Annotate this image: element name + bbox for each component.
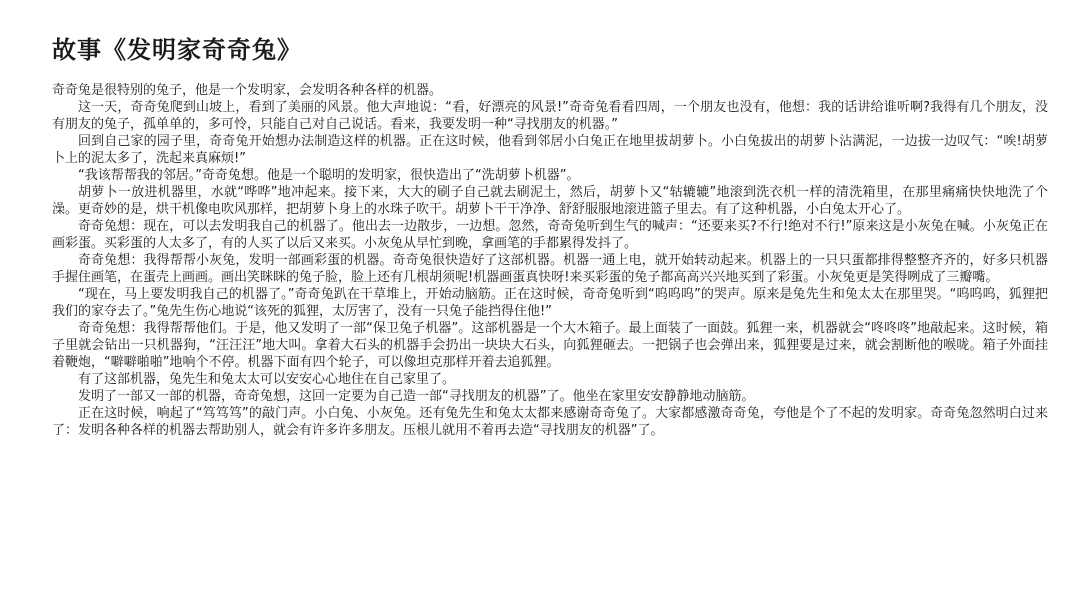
story-paragraph: 这一天，奇奇兔爬到山坡上，看到了美丽的风景。他大声地说：“看，好漂亮的风景!”奇奇兔看看四周，一个朋友也没有，他想：我的话讲给谁听啊?我得有几个朋友，没有朋友的兔子，孤单单的，多可怜，只能自己对自己说话。看来，我要发明一种“寻找朋友的机器。” xyxy=(52,100,1048,132)
story-paragraph: 有了这部机器，兔先生和兔太太可以安安心心地住在自己家里了。 xyxy=(78,372,456,387)
story-paragraph: “现在，马上要发明我自己的机器了。”奇奇兔趴在干草堆上，开始动脑筋。正在这时候，奇奇兔听到“呜呜呜”的哭声。原来是兔先生和兔太太在那里哭。“呜呜呜，狐狸把我们的家夺去了。”兔先生伤心地说“该死的狐狸，太厉害了，没有一只兔子能挡得住他!” xyxy=(52,287,1048,319)
story-paragraph: 回到自己家的园子里，奇奇兔开始想办法制造这样的机器。正在这时候，他看到邻居小白兔正在地里拔胡萝卜。小白兔拔出的胡萝卜沾满泥，一边拔一边叹气：“唉!胡萝卜上的泥太多了，洗起来真麻烦!” xyxy=(52,134,1048,166)
story-paragraph: 胡萝卜一放进机器里，水就“哗哗”地冲起来。接下来，大大的刷子自己就去刷泥土，然后，胡萝卜又“轱辘辘”地滚到洗衣机一样的清洗箱里，在那里痛痛快快地洗了个澡。更奇妙的是，烘干机像电吹风那样，把胡萝卜身上的水珠子吹干。胡萝卜干干净净、舒舒服服地滚进篮子里去。有了这种机器，小白兔太开心了。 xyxy=(52,185,1048,217)
page-title: 故事《发明家奇奇兔》 xyxy=(52,36,302,64)
story-paragraph: 奇奇兔想：现在，可以去发明我自己的机器了。他出去一边散步，一边想。忽然，奇奇兔听到生气的喊声：“还要来买?不行!绝对不行!”原来这是小灰兔在喊。小灰兔正在画彩蛋。买彩蛋的人太多了，有的人买了以后又来买。小灰兔从早忙到晚，拿画笔的手都累得发抖了。 xyxy=(52,219,1048,251)
story-paragraph: 奇奇兔想：我得帮帮小灰兔，发明一部画彩蛋的机器。奇奇兔很快造好了这部机器。机器一通上电，就开始转动起来。机器上的一只只蛋都排得整整齐齐的，好多只机器手握住画笔，在蛋壳上画画。画出笑眯眯的兔子脸，脸上还有几根胡须呢!机器画蛋真快呀!来买彩蛋的兔子都高高兴兴地买到了彩蛋。小灰兔更是笑得咧成了三瓣嘴。 xyxy=(52,253,1048,285)
story-paragraph: “我该帮帮我的邻居。”奇奇兔想。他是一个聪明的发明家，很快造出了“洗胡萝卜机器”。 xyxy=(78,168,580,183)
story-paragraph: 正在这时候，响起了“笃笃笃”的敲门声。小白兔、小灰兔。还有兔先生和兔太太都来感谢奇奇兔了。大家都感激奇奇兔，夸他是个了不起的发明家。奇奇兔忽然明白过来了：发明各种各样的机器去帮助别人，就会有许多许多朋友。压根儿就用不着再去造“寻找朋友的机器”了。 xyxy=(52,406,1048,438)
story-body xyxy=(52,82,1048,439)
story-paragraph: 奇奇兔是很特别的兔子，他是一个发明家，会发明各种各样的机器。 xyxy=(52,83,443,98)
story-paragraph: 发明了一部又一部的机器，奇奇兔想，这回一定要为自己造一部“寻找朋友的机器”了。他坐在家里安安静静地动脑筋。 xyxy=(78,389,755,404)
story-paragraph: 奇奇兔想：我得帮帮他们。于是，他又发明了一部“保卫兔子机器”。这部机器是一个大木箱子。最上面装了一面鼓。狐狸一来，机器就会“咚咚咚”地敲起来。这时候，箱子里就会钻出一只机器狗，“汪汪汪”地大叫。拿着大石头的机器手会扔出一块块大石头，向狐狸砸去。一把锅子也会弹出来，狐狸要是过来，就会割断他的喉咙。箱子外面挂着鞭炮，“噼噼啪啪”地响个不停。机器下面有四个轮子，可以像坦克那样开着去追狐狸。 xyxy=(52,321,1048,370)
